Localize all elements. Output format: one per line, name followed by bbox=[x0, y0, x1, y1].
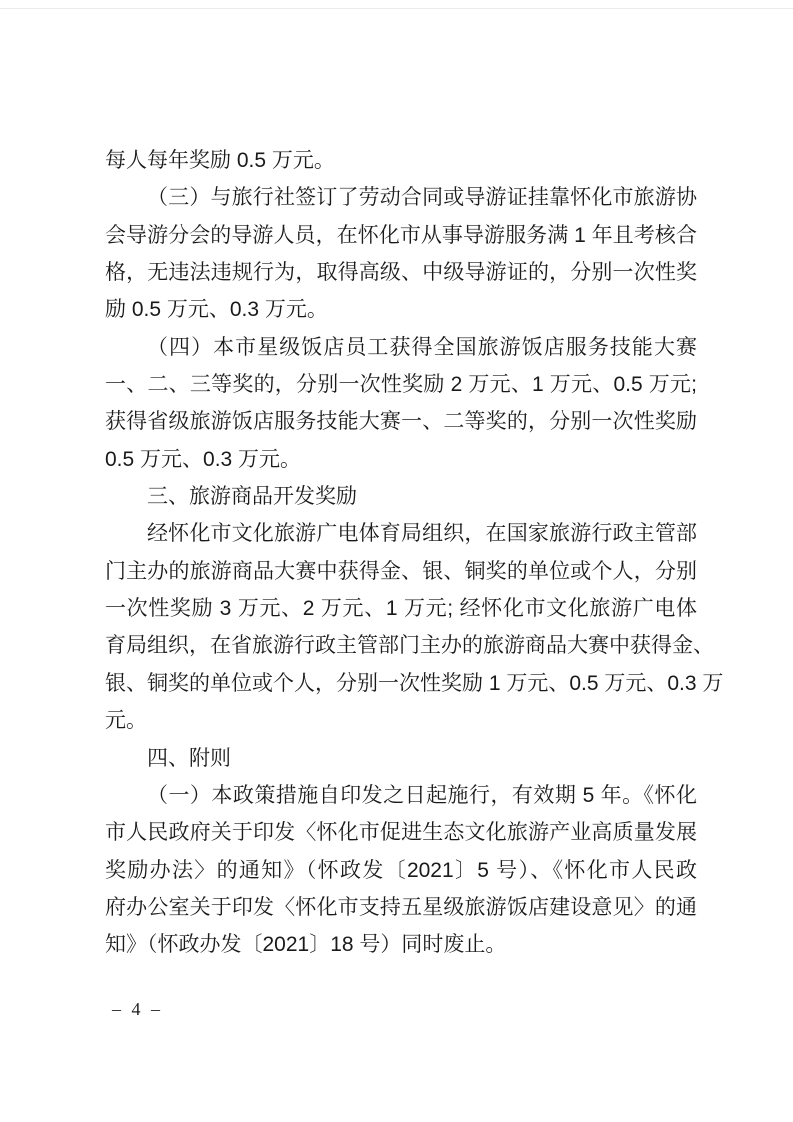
text-line: 知》（怀政办发〔2021〕18 号）同时废止。 bbox=[105, 933, 507, 957]
page-top-edge bbox=[0, 8, 793, 9]
text-line: 经怀化市文化旅游广电体育局组织，在国家旅游行政主管部 bbox=[147, 522, 697, 546]
text-line: 育局组织，在省旅游行政主管部门主办的旅游商品大赛中获得金、 bbox=[105, 634, 714, 658]
text-line: （一）本政策措施自印发之日起施行，有效期 5 年。《怀化 bbox=[147, 783, 697, 807]
text-line: 门主办的旅游商品大赛中获得金、银、铜奖的单位或个人，分别 bbox=[105, 559, 697, 583]
section-heading: 四、附则 bbox=[147, 746, 231, 770]
text-line: 励 0.5 万元、0.3 万元。 bbox=[105, 298, 328, 322]
text-line: 每人每年奖励 0.5 万元。 bbox=[105, 149, 335, 172]
text-line: （三）与旅行社签订了劳动合同或导游证挂靠怀化市旅游协 bbox=[147, 186, 697, 210]
text-line: 0.5 万元、0.3 万元。 bbox=[105, 447, 302, 471]
section-heading: 三、旅游商品开发奖励 bbox=[147, 485, 357, 509]
text-line: 元。 bbox=[105, 709, 147, 733]
text-line: 奖励办法〉的通知》（怀政发〔2021〕5 号）、《怀化市人民政 bbox=[105, 858, 697, 882]
text-line: 市人民政府关于印发〈怀化市促进生态文化旅游产业高质量发展 bbox=[105, 821, 697, 845]
text-line: （四）本市星级饭店员工获得全国旅游饭店服务技能大赛 bbox=[147, 335, 697, 359]
text-line: 一次性奖励 3 万元、2 万元、1 万元; 经怀化市文化旅游广电体 bbox=[105, 597, 697, 621]
text-line: 一、二、三等奖的，分别一次性奖励 2 万元、1 万元、0.5 万元; bbox=[105, 373, 697, 397]
text-line: 会导游分会的导游人员，在怀化市从事导游服务满 1 年且考核合 bbox=[105, 223, 697, 247]
text-line: 银、铜奖的单位或个人，分别一次性奖励 1 万元、0.5 万元、0.3 万 bbox=[105, 671, 724, 695]
document-text-block bbox=[105, 142, 724, 964]
text-line: 府办公室关于印发〈怀化市支持五星级旅游饭店建设意见〉的通 bbox=[105, 895, 697, 919]
text-line: 格，无违法违规行为，取得高级、中级导游证的，分别一次性奖 bbox=[105, 261, 697, 285]
page-number: – 4 – bbox=[112, 999, 163, 1019]
text-line: 获得省级旅游饭店服务技能大赛一、二等奖的，分别一次性奖励 bbox=[105, 410, 697, 434]
